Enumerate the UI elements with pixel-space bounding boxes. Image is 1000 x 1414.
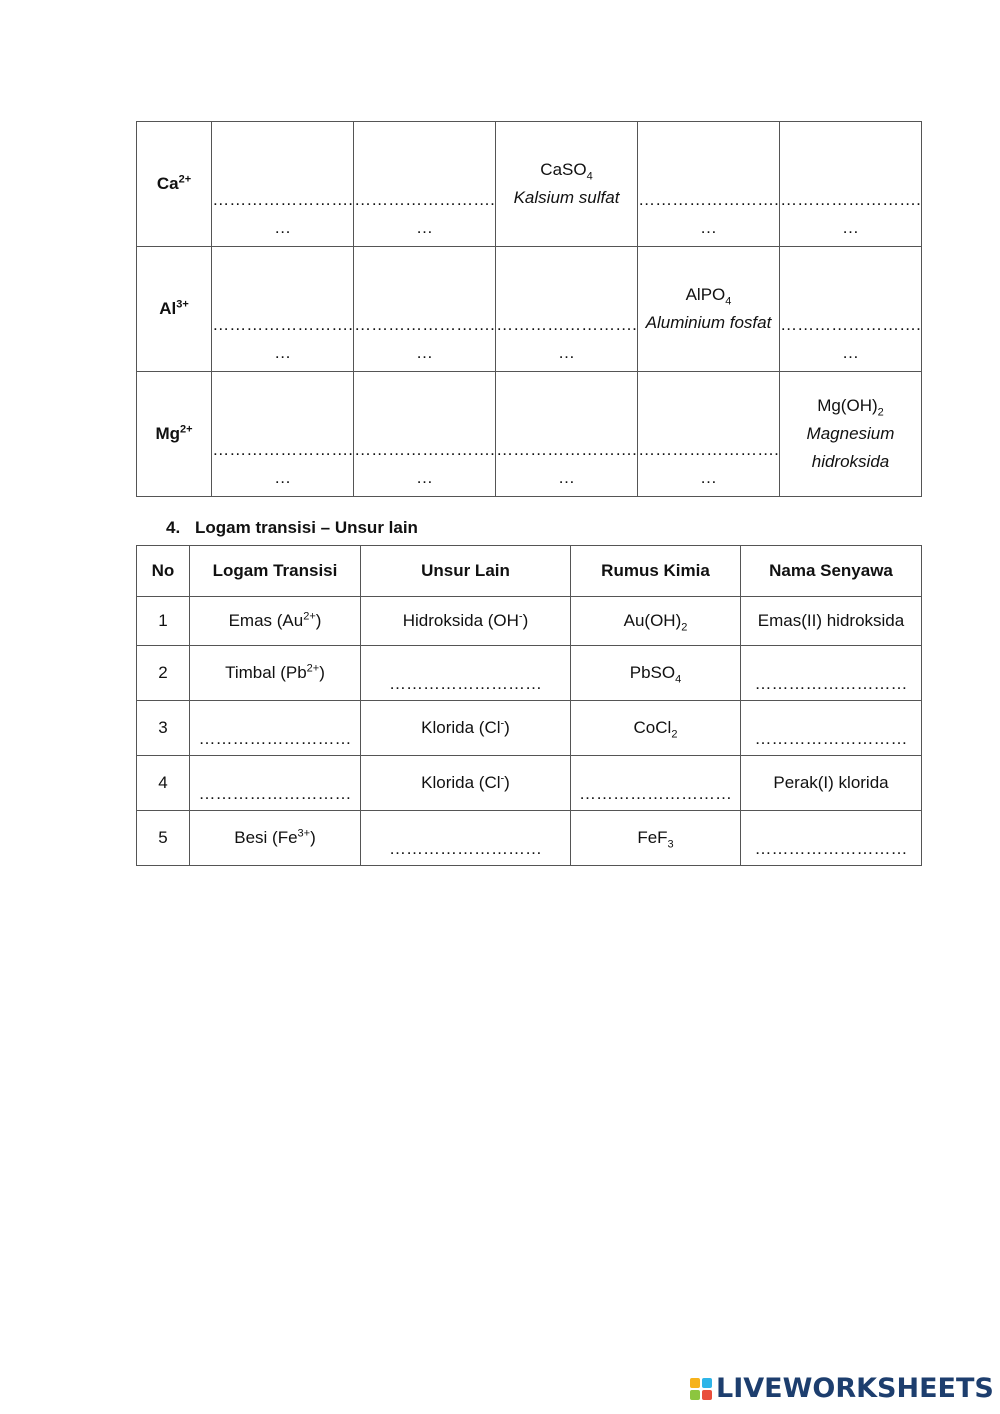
text-run: ) xyxy=(504,718,510,737)
answer-blank-cell[interactable] xyxy=(354,122,496,247)
superscript: - xyxy=(500,717,505,730)
transition-metal-table-body xyxy=(137,597,922,866)
table-cell xyxy=(137,646,190,701)
answer-dots-tail: … xyxy=(699,218,717,237)
table-cell xyxy=(571,597,741,646)
text-run: Klorida (Cl xyxy=(421,718,501,737)
superscript: 2+ xyxy=(303,610,316,623)
text-run: Au(OH) xyxy=(623,611,682,630)
table-cell xyxy=(190,811,361,866)
answer-blank-cell[interactable] xyxy=(190,756,361,811)
answer-dots-tail: … xyxy=(274,343,292,362)
answer-blank-cell[interactable] xyxy=(354,372,496,497)
answer-blank-cell[interactable] xyxy=(212,122,354,247)
answer-dots: ……………………. xyxy=(354,315,495,334)
header-logam-transisi: Logam Transisi xyxy=(190,546,361,597)
subscript: 3 xyxy=(667,838,674,851)
answer-dots-tail: … xyxy=(699,468,717,487)
table-cell xyxy=(137,811,190,866)
logo-square xyxy=(702,1378,712,1388)
text-run: Klorida (Cl xyxy=(421,773,501,792)
subscript: 2 xyxy=(681,621,688,634)
answer-dots: ……………………… xyxy=(579,784,732,803)
text-run: FeF xyxy=(637,828,668,847)
table-row xyxy=(137,247,922,372)
text-run: ) xyxy=(522,611,529,630)
answer-blank-cell[interactable] xyxy=(741,646,922,701)
text-run: ) xyxy=(310,828,316,847)
table-cell xyxy=(361,701,571,756)
table-cell xyxy=(190,597,361,646)
text-run: Hidroksida (OH xyxy=(402,611,519,630)
logo-square xyxy=(702,1390,712,1400)
table-cell xyxy=(741,597,922,646)
text-run: ) xyxy=(315,611,322,630)
compound-cell xyxy=(779,372,921,497)
header-no: No xyxy=(137,546,190,597)
text-run: PbSO xyxy=(629,663,676,682)
text-run: Timbal (Pb xyxy=(225,663,307,682)
text-run: CaSO xyxy=(540,160,587,179)
table-header-row xyxy=(137,546,922,597)
table-row xyxy=(137,122,922,247)
answer-dots: ……………………… xyxy=(754,839,908,858)
superscript: 3+ xyxy=(297,827,311,840)
transition-metal-table-head xyxy=(137,546,922,597)
answer-blank-cell[interactable] xyxy=(638,122,780,247)
subscript: 2 xyxy=(877,406,884,419)
answer-dots-tail: … xyxy=(841,218,859,237)
table-cell xyxy=(741,756,922,811)
table-row xyxy=(137,646,922,701)
ion-label xyxy=(137,122,212,247)
table-cell xyxy=(137,756,190,811)
answer-dots-tail: … xyxy=(416,468,434,487)
table-cell xyxy=(361,756,571,811)
compound-grid-table xyxy=(136,121,922,497)
answer-dots-tail: … xyxy=(274,218,292,237)
answer-blank-cell[interactable] xyxy=(638,372,780,497)
text-run: ) xyxy=(319,663,325,682)
text-run: CoCl xyxy=(633,718,672,737)
superscript: - xyxy=(500,772,505,785)
text-run: 1 xyxy=(158,611,168,630)
brand-name: LIVEWORKSHEETS xyxy=(716,1373,994,1404)
answer-blank-cell[interactable] xyxy=(354,247,496,372)
answer-blank-cell[interactable] xyxy=(741,701,922,756)
answer-blank-cell[interactable] xyxy=(361,811,571,866)
transition-metal-table xyxy=(136,545,922,866)
answer-dots-tail: … xyxy=(274,468,292,487)
liveworksheets-logo-icon xyxy=(690,1378,712,1400)
table-row xyxy=(137,372,922,497)
table-cell xyxy=(571,646,741,701)
text-run: 5 xyxy=(158,828,168,847)
compound-grid-body xyxy=(137,122,922,497)
answer-blank-cell[interactable] xyxy=(571,756,741,811)
table-cell xyxy=(137,597,190,646)
text-run: Besi (Fe xyxy=(234,828,298,847)
compound-formula xyxy=(638,281,779,309)
answer-blank-cell[interactable] xyxy=(741,811,922,866)
table-cell xyxy=(361,597,571,646)
answer-blank-cell[interactable] xyxy=(779,247,921,372)
liveworksheets-brand xyxy=(690,1373,994,1404)
subscript: 2 xyxy=(671,728,678,741)
answer-dots: ……………………… xyxy=(198,784,352,803)
answer-dots-tail: … xyxy=(416,343,434,362)
compound-name: Magnesium hidroksida xyxy=(806,424,895,471)
subscript: 4 xyxy=(586,170,593,183)
answer-dots: ……………………… xyxy=(389,839,542,858)
answer-dots-tail: … xyxy=(558,468,576,487)
answer-dots: ……………………. xyxy=(780,190,921,209)
header-rumus-kimia: Rumus Kimia xyxy=(571,546,741,597)
header-nama-senyawa: Nama Senyawa xyxy=(741,546,922,597)
header-unsur-lain: Unsur Lain xyxy=(361,546,571,597)
answer-blank-cell[interactable] xyxy=(212,247,354,372)
text-run: ) xyxy=(504,773,510,792)
answer-dots: ……………………. xyxy=(354,440,495,459)
logo-square xyxy=(690,1378,700,1388)
logo-square xyxy=(690,1390,700,1400)
answer-dots: ……………………. xyxy=(780,315,921,334)
ion-symbol: Ca xyxy=(156,174,179,193)
answer-dots: ……………………… xyxy=(389,674,542,693)
compound-formula xyxy=(780,392,921,420)
answer-dots: ……………………. xyxy=(212,315,353,334)
ion-charge: 2+ xyxy=(178,173,192,186)
ion-charge: 3+ xyxy=(176,298,189,311)
compound-formula xyxy=(496,156,637,184)
answer-dots: ……………………. xyxy=(638,190,779,209)
table-row xyxy=(137,701,922,756)
text-run: 2 xyxy=(158,663,168,682)
superscript: - xyxy=(518,610,523,623)
answer-dots: ……………………. xyxy=(212,440,353,459)
table-row xyxy=(137,597,922,646)
answer-dots: ……………………. xyxy=(496,315,637,334)
answer-dots-tail: … xyxy=(841,343,859,362)
answer-blank-cell[interactable] xyxy=(212,372,354,497)
ion-symbol: Mg xyxy=(155,424,181,443)
section-heading xyxy=(166,518,418,538)
text-run: 3 xyxy=(158,718,168,737)
text-run: Emas(II) hidroksida xyxy=(757,611,905,630)
answer-blank-cell[interactable] xyxy=(190,701,361,756)
ion-label xyxy=(137,247,212,372)
answer-dots: ……………………… xyxy=(754,674,908,693)
table-cell xyxy=(137,701,190,756)
superscript: 2+ xyxy=(306,662,320,675)
ion-label xyxy=(137,372,212,497)
answer-blank-cell[interactable] xyxy=(361,646,571,701)
answer-dots-tail: … xyxy=(558,343,576,362)
text-run: AlPO xyxy=(685,285,726,304)
text-run: Emas (Au xyxy=(228,611,304,630)
answer-blank-cell[interactable] xyxy=(496,372,638,497)
answer-dots: ……………………… xyxy=(198,729,352,748)
answer-dots: ……………………. xyxy=(212,190,353,209)
answer-dots: ……………………… xyxy=(754,729,908,748)
answer-dots: ……………………. xyxy=(638,440,779,459)
table-row xyxy=(137,811,922,866)
answer-blank-cell[interactable] xyxy=(496,247,638,372)
section-title: Logam transisi – Unsur lain xyxy=(195,518,418,537)
answer-dots-tail: … xyxy=(416,218,434,237)
table-cell xyxy=(571,701,741,756)
answer-blank-cell[interactable] xyxy=(779,122,921,247)
subscript: 4 xyxy=(725,295,732,308)
text-run: Mg(OH) xyxy=(817,396,878,415)
table-row xyxy=(137,756,922,811)
compound-cell xyxy=(638,247,780,372)
table-cell xyxy=(190,646,361,701)
compound-name: Kalsium sulfat xyxy=(513,188,620,207)
answer-dots: ……………………. xyxy=(496,440,637,459)
compound-cell xyxy=(496,122,638,247)
section-number: 4. xyxy=(166,518,181,537)
ion-charge: 2+ xyxy=(180,423,193,436)
text-run: Perak(I) klorida xyxy=(773,773,889,792)
ion-symbol: Al xyxy=(159,299,177,318)
table-cell xyxy=(571,811,741,866)
subscript: 4 xyxy=(675,673,682,686)
text-run: 4 xyxy=(158,773,168,792)
answer-dots: ……………………. xyxy=(354,190,495,209)
compound-name: Aluminium fosfat xyxy=(645,313,772,332)
